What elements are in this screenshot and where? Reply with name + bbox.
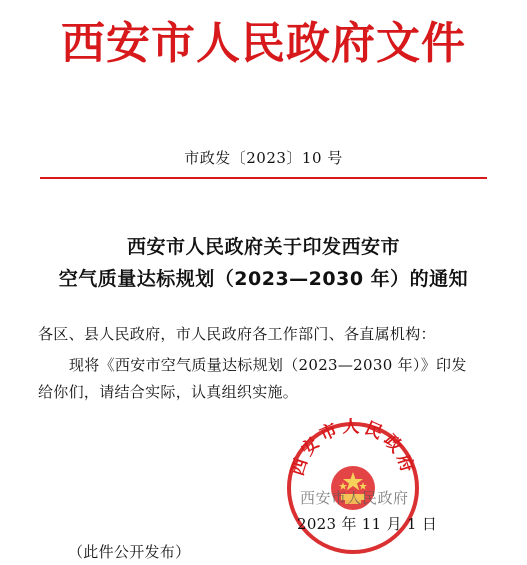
publication-note: （此件公开发布） <box>68 543 191 561</box>
body-paragraph-line-2: 给你们，请结合实际，认真组织实施。 <box>38 383 299 401</box>
svg-text:西安市人民政府: 西安市人民政府 <box>287 418 419 479</box>
document-title-line-1: 西安市人民政府关于印发西安市 <box>126 236 400 258</box>
salutation: 各区、县人民政府，市人民政府各工作部门、各直属机构： <box>38 325 436 343</box>
red-divider-line <box>40 177 487 179</box>
document-title-line-2: 空气质量达标规划（2023—2030 年）的通知 <box>58 268 469 290</box>
issuer-header-title: 西安市人民政府文件 <box>61 18 466 69</box>
issuer-signature: 西安市人民政府 <box>300 489 409 507</box>
issue-date: 2023 年 11 月 1 日 <box>297 515 438 533</box>
body-paragraph-line-1: 现将《西安市空气质量达标规划（2023—2030 年）》印发 <box>69 356 467 374</box>
document-number: 市政发〔2023〕10 号 <box>184 149 343 167</box>
